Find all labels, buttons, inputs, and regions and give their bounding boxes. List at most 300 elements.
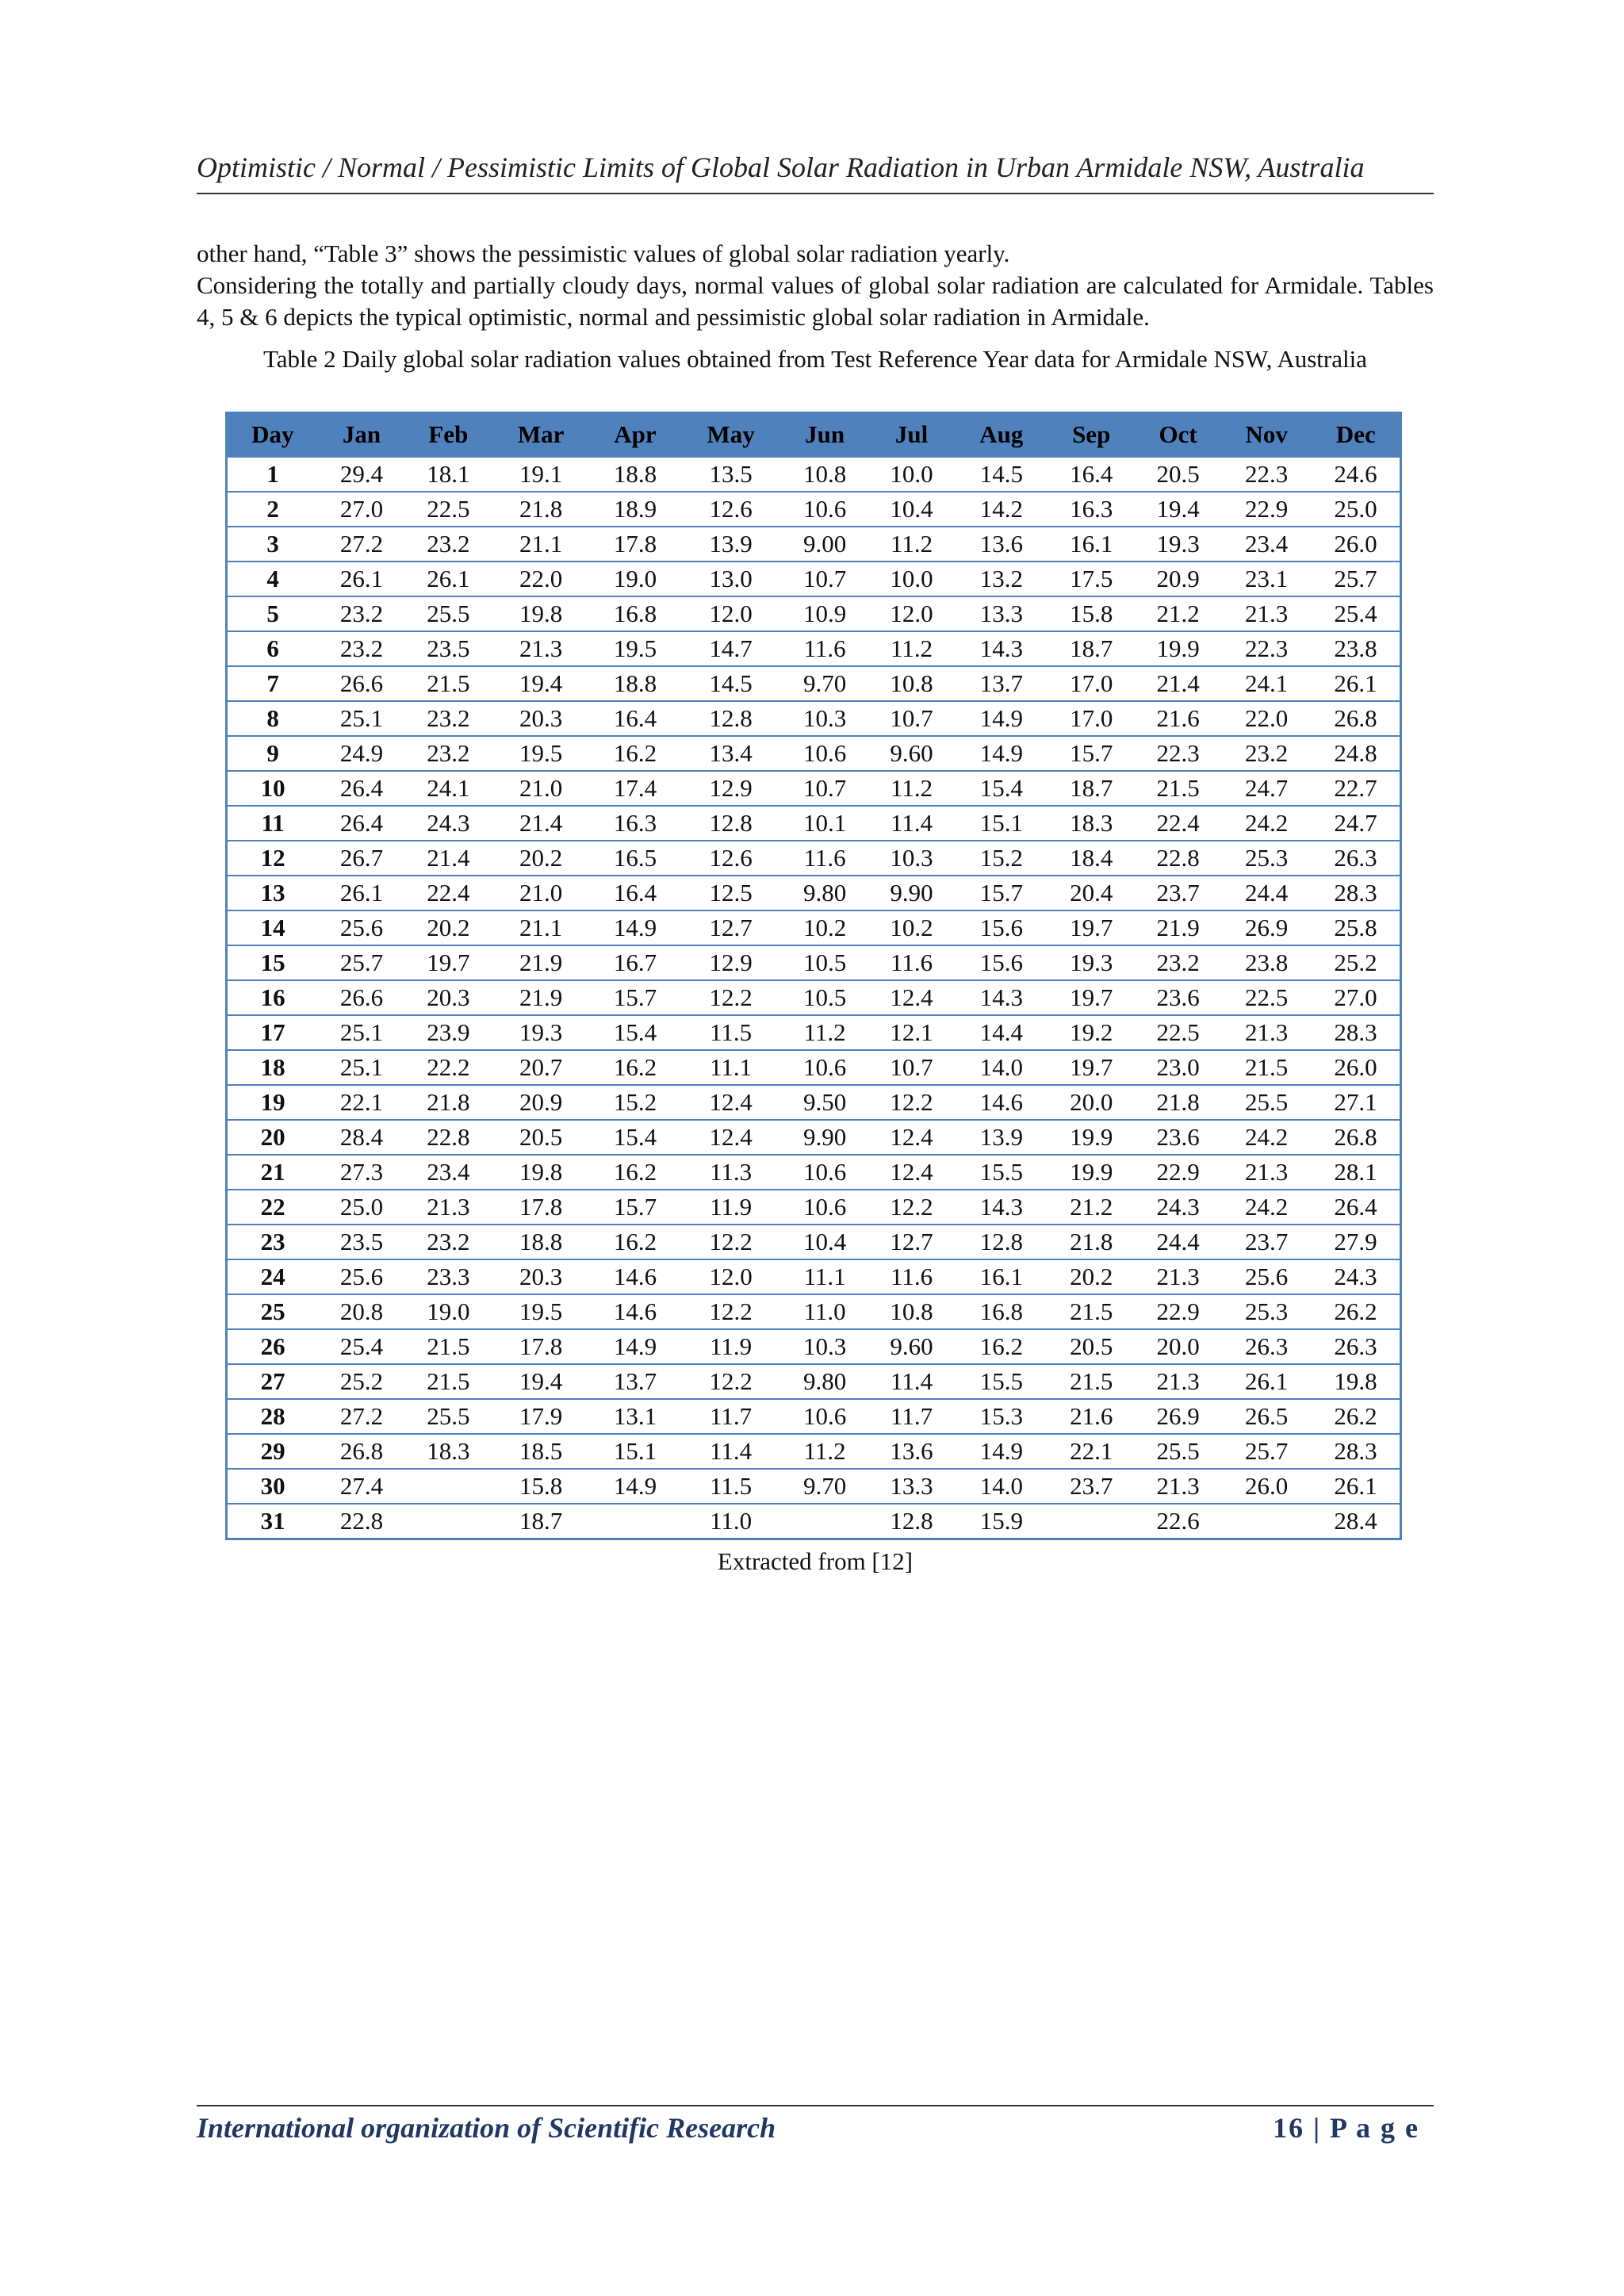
value-cell: 22.3 xyxy=(1221,631,1312,666)
value-cell: 29.4 xyxy=(318,457,404,493)
value-cell: 10.6 xyxy=(781,1155,868,1190)
value-cell: 16.2 xyxy=(590,736,680,771)
value-cell: 21.5 xyxy=(1135,771,1221,806)
value-cell: 26.6 xyxy=(318,980,404,1015)
header-nov: Nov xyxy=(1221,413,1312,457)
value-cell: 25.5 xyxy=(405,1399,492,1434)
value-cell: 12.8 xyxy=(680,806,782,841)
value-cell: 11.0 xyxy=(680,1504,782,1539)
value-cell: 28.3 xyxy=(1312,1434,1400,1469)
value-cell: 11.3 xyxy=(680,1155,782,1190)
value-cell: 26.1 xyxy=(1312,1469,1400,1504)
day-cell: 22 xyxy=(227,1190,319,1225)
value-cell: 16.4 xyxy=(590,701,680,736)
table-row xyxy=(227,666,1401,701)
value-cell: 12.4 xyxy=(868,1120,955,1155)
value-cell: 20.7 xyxy=(492,1050,590,1085)
value-cell: 21.5 xyxy=(405,1364,492,1399)
value-cell: 9.90 xyxy=(868,876,955,910)
value-cell: 22.7 xyxy=(1312,771,1400,806)
value-cell xyxy=(1221,1504,1312,1539)
value-cell: 17.8 xyxy=(590,527,680,562)
value-cell: 10.1 xyxy=(781,806,868,841)
day-cell: 2 xyxy=(227,492,319,527)
value-cell: 25.8 xyxy=(1312,910,1400,945)
value-cell: 15.7 xyxy=(590,1190,680,1225)
value-cell: 25.0 xyxy=(318,1190,404,1225)
value-cell: 23.7 xyxy=(1221,1225,1312,1259)
table-row xyxy=(227,980,1401,1015)
value-cell: 14.3 xyxy=(955,1190,1048,1225)
table-row xyxy=(227,1329,1401,1364)
value-cell: 20.2 xyxy=(1048,1259,1134,1294)
value-cell: 10.7 xyxy=(868,701,955,736)
value-cell: 23.2 xyxy=(318,596,404,631)
value-cell: 12.0 xyxy=(680,1259,782,1294)
day-cell: 17 xyxy=(227,1015,319,1050)
value-cell: 21.3 xyxy=(405,1190,492,1225)
table-row xyxy=(227,701,1401,736)
value-cell: 18.8 xyxy=(590,666,680,701)
value-cell: 21.8 xyxy=(1135,1085,1221,1120)
value-cell: 28.3 xyxy=(1312,876,1400,910)
value-cell: 12.6 xyxy=(680,492,782,527)
value-cell: 14.6 xyxy=(955,1085,1048,1120)
value-cell: 16.8 xyxy=(590,596,680,631)
value-cell: 21.3 xyxy=(1135,1364,1221,1399)
table-row xyxy=(227,1050,1401,1085)
value-cell: 12.9 xyxy=(680,771,782,806)
value-cell: 26.8 xyxy=(1312,1120,1400,1155)
value-cell: 22.5 xyxy=(1135,1015,1221,1050)
value-cell: 19.8 xyxy=(492,596,590,631)
value-cell: 13.6 xyxy=(868,1434,955,1469)
value-cell: 20.4 xyxy=(1048,876,1134,910)
value-cell: 13.9 xyxy=(955,1120,1048,1155)
table-row xyxy=(227,492,1401,527)
value-cell: 14.7 xyxy=(680,631,782,666)
value-cell: 24.4 xyxy=(1135,1225,1221,1259)
value-cell: 20.2 xyxy=(405,910,492,945)
value-cell: 16.3 xyxy=(1048,492,1134,527)
table-row xyxy=(227,631,1401,666)
value-cell: 21.0 xyxy=(492,876,590,910)
value-cell: 26.0 xyxy=(1312,1050,1400,1085)
value-cell: 9.60 xyxy=(868,736,955,771)
value-cell: 15.8 xyxy=(1048,596,1134,631)
value-cell: 11.6 xyxy=(781,631,868,666)
value-cell: 12.4 xyxy=(680,1120,782,1155)
value-cell: 16.2 xyxy=(955,1329,1048,1364)
value-cell: 21.2 xyxy=(1048,1190,1134,1225)
table-row xyxy=(227,841,1401,876)
value-cell: 25.2 xyxy=(1312,945,1400,980)
value-cell: 21.9 xyxy=(492,945,590,980)
value-cell: 28.3 xyxy=(1312,1015,1400,1050)
value-cell: 21.9 xyxy=(492,980,590,1015)
value-cell: 26.3 xyxy=(1312,841,1400,876)
table-row xyxy=(227,1190,1401,1225)
value-cell: 10.3 xyxy=(868,841,955,876)
table-row xyxy=(227,736,1401,771)
value-cell: 21.3 xyxy=(1221,1015,1312,1050)
table-row xyxy=(227,1120,1401,1155)
value-cell: 16.8 xyxy=(955,1294,1048,1329)
value-cell: 15.1 xyxy=(590,1434,680,1469)
value-cell: 16.2 xyxy=(590,1050,680,1085)
value-cell: 15.5 xyxy=(955,1155,1048,1190)
value-cell: 11.1 xyxy=(781,1259,868,1294)
value-cell: 9.80 xyxy=(781,1364,868,1399)
value-cell: 14.6 xyxy=(590,1259,680,1294)
value-cell: 12.7 xyxy=(868,1225,955,1259)
value-cell: 14.9 xyxy=(590,910,680,945)
table-row xyxy=(227,1504,1401,1539)
value-cell: 17.4 xyxy=(590,771,680,806)
value-cell: 26.1 xyxy=(1312,666,1400,701)
value-cell: 27.0 xyxy=(1312,980,1400,1015)
value-cell: 21.5 xyxy=(1048,1364,1134,1399)
value-cell: 15.2 xyxy=(955,841,1048,876)
value-cell: 10.9 xyxy=(781,596,868,631)
header-rule xyxy=(197,193,1434,194)
header-jul: Jul xyxy=(868,413,955,457)
value-cell: 20.8 xyxy=(318,1294,404,1329)
value-cell: 26.2 xyxy=(1312,1294,1400,1329)
value-cell: 22.1 xyxy=(318,1085,404,1120)
value-cell: 10.6 xyxy=(781,1190,868,1225)
value-cell: 17.9 xyxy=(492,1399,590,1434)
value-cell: 14.9 xyxy=(590,1469,680,1504)
value-cell: 19.1 xyxy=(492,457,590,493)
value-cell: 11.7 xyxy=(868,1399,955,1434)
table-row xyxy=(227,1294,1401,1329)
value-cell: 14.6 xyxy=(590,1294,680,1329)
value-cell: 9.90 xyxy=(781,1120,868,1155)
value-cell: 23.4 xyxy=(1221,527,1312,562)
value-cell: 24.6 xyxy=(1312,457,1400,493)
value-cell: 23.2 xyxy=(318,631,404,666)
value-cell: 12.0 xyxy=(868,596,955,631)
value-cell: 22.3 xyxy=(1221,457,1312,493)
value-cell: 11.4 xyxy=(868,806,955,841)
value-cell: 23.6 xyxy=(1135,980,1221,1015)
value-cell: 21.2 xyxy=(1135,596,1221,631)
value-cell: 26.9 xyxy=(1221,910,1312,945)
value-cell: 18.3 xyxy=(1048,806,1134,841)
value-cell: 21.6 xyxy=(1048,1399,1134,1434)
value-cell: 20.5 xyxy=(1135,457,1221,493)
value-cell: 15.6 xyxy=(955,945,1048,980)
value-cell: 10.4 xyxy=(868,492,955,527)
radiation-table xyxy=(225,412,1402,1540)
value-cell: 14.9 xyxy=(955,1434,1048,1469)
value-cell: 26.4 xyxy=(318,806,404,841)
value-cell: 9.80 xyxy=(781,876,868,910)
body-line: other hand, “Table 3” shows the pessimistic values of global solar radiation yearly. xyxy=(197,240,1010,267)
value-cell: 11.2 xyxy=(781,1434,868,1469)
value-cell: 27.9 xyxy=(1312,1225,1400,1259)
value-cell: 24.2 xyxy=(1221,806,1312,841)
value-cell: 14.4 xyxy=(955,1015,1048,1050)
value-cell: 22.0 xyxy=(1221,701,1312,736)
value-cell: 10.3 xyxy=(781,701,868,736)
header-oct: Oct xyxy=(1135,413,1221,457)
value-cell: 21.4 xyxy=(1135,666,1221,701)
value-cell: 9.00 xyxy=(781,527,868,562)
value-cell: 23.7 xyxy=(1048,1469,1134,1504)
value-cell: 25.7 xyxy=(1221,1434,1312,1469)
value-cell: 17.0 xyxy=(1048,666,1134,701)
header-dec: Dec xyxy=(1312,413,1400,457)
value-cell: 19.2 xyxy=(1048,1015,1134,1050)
value-cell: 19.3 xyxy=(492,1015,590,1050)
value-cell: 25.1 xyxy=(318,1050,404,1085)
table-row xyxy=(227,457,1401,493)
value-cell: 22.2 xyxy=(405,1050,492,1085)
value-cell: 19.9 xyxy=(1048,1120,1134,1155)
value-cell: 24.2 xyxy=(1221,1120,1312,1155)
value-cell: 13.3 xyxy=(868,1469,955,1504)
value-cell: 10.8 xyxy=(868,1294,955,1329)
value-cell: 11.1 xyxy=(680,1050,782,1085)
value-cell: 10.0 xyxy=(868,562,955,596)
value-cell: 26.1 xyxy=(405,562,492,596)
value-cell: 24.7 xyxy=(1221,771,1312,806)
value-cell xyxy=(405,1469,492,1504)
value-cell: 21.1 xyxy=(492,527,590,562)
value-cell: 27.1 xyxy=(1312,1085,1400,1120)
value-cell: 17.8 xyxy=(492,1329,590,1364)
value-cell: 9.70 xyxy=(781,1469,868,1504)
value-cell: 24.3 xyxy=(1312,1259,1400,1294)
value-cell: 19.9 xyxy=(1048,1155,1134,1190)
value-cell: 17.0 xyxy=(1048,701,1134,736)
value-cell: 28.1 xyxy=(1312,1155,1400,1190)
table-body xyxy=(227,457,1401,1539)
value-cell: 26.0 xyxy=(1312,527,1400,562)
page-number: 16 | P a g e xyxy=(1273,2112,1419,2144)
day-cell: 15 xyxy=(227,945,319,980)
value-cell: 15.1 xyxy=(955,806,1048,841)
value-cell: 22.9 xyxy=(1135,1294,1221,1329)
value-cell: 21.3 xyxy=(1221,596,1312,631)
value-cell: 16.1 xyxy=(1048,527,1134,562)
value-cell: 26.3 xyxy=(1312,1329,1400,1364)
value-cell: 23.1 xyxy=(1221,562,1312,596)
value-cell: 11.2 xyxy=(868,527,955,562)
value-cell: 21.4 xyxy=(492,806,590,841)
value-cell: 13.3 xyxy=(955,596,1048,631)
value-cell: 22.8 xyxy=(1135,841,1221,876)
table-row xyxy=(227,876,1401,910)
value-cell: 19.8 xyxy=(492,1155,590,1190)
value-cell: 15.4 xyxy=(955,771,1048,806)
value-cell: 23.4 xyxy=(405,1155,492,1190)
value-cell: 25.6 xyxy=(318,910,404,945)
day-cell: 27 xyxy=(227,1364,319,1399)
value-cell: 12.9 xyxy=(680,945,782,980)
value-cell: 23.0 xyxy=(1135,1050,1221,1085)
value-cell: 21.5 xyxy=(1048,1294,1134,1329)
day-cell: 29 xyxy=(227,1434,319,1469)
value-cell: 26.4 xyxy=(1312,1190,1400,1225)
table-row xyxy=(227,1364,1401,1399)
value-cell: 10.8 xyxy=(868,666,955,701)
value-cell: 19.4 xyxy=(492,666,590,701)
value-cell: 27.2 xyxy=(318,1399,404,1434)
value-cell: 21.8 xyxy=(492,492,590,527)
day-cell: 16 xyxy=(227,980,319,1015)
value-cell: 19.3 xyxy=(1048,945,1134,980)
value-cell: 12.1 xyxy=(868,1015,955,1050)
value-cell: 25.4 xyxy=(1312,596,1400,631)
value-cell: 19.5 xyxy=(590,631,680,666)
value-cell: 20.5 xyxy=(492,1120,590,1155)
footer-organization: International organization of Scientific Research xyxy=(197,2112,776,2144)
value-cell: 10.7 xyxy=(868,1050,955,1085)
day-cell: 13 xyxy=(227,876,319,910)
value-cell: 15.4 xyxy=(590,1120,680,1155)
value-cell: 25.6 xyxy=(318,1259,404,1294)
value-cell: 13.1 xyxy=(590,1399,680,1434)
value-cell: 12.8 xyxy=(680,701,782,736)
table-row xyxy=(227,1155,1401,1190)
value-cell: 22.0 xyxy=(492,562,590,596)
value-cell: 26.0 xyxy=(1221,1469,1312,1504)
value-cell: 13.2 xyxy=(955,562,1048,596)
value-cell: 21.1 xyxy=(492,910,590,945)
value-cell: 20.3 xyxy=(492,1259,590,1294)
day-cell: 30 xyxy=(227,1469,319,1504)
value-cell: 26.4 xyxy=(318,771,404,806)
value-cell: 12.5 xyxy=(680,876,782,910)
value-cell: 10.8 xyxy=(781,457,868,493)
value-cell: 16.1 xyxy=(955,1259,1048,1294)
day-cell: 28 xyxy=(227,1399,319,1434)
value-cell: 23.7 xyxy=(1135,876,1221,910)
value-cell: 11.2 xyxy=(868,631,955,666)
value-cell: 23.5 xyxy=(405,631,492,666)
value-cell: 26.2 xyxy=(1312,1399,1400,1434)
value-cell: 15.2 xyxy=(590,1085,680,1120)
value-cell: 15.9 xyxy=(955,1504,1048,1539)
value-cell: 11.0 xyxy=(781,1294,868,1329)
value-cell: 21.4 xyxy=(405,841,492,876)
header-jun: Jun xyxy=(781,413,868,457)
value-cell: 19.8 xyxy=(1312,1364,1400,1399)
value-cell: 20.3 xyxy=(405,980,492,1015)
value-cell: 11.4 xyxy=(680,1434,782,1469)
value-cell: 26.6 xyxy=(318,666,404,701)
value-cell: 25.5 xyxy=(1135,1434,1221,1469)
value-cell: 20.0 xyxy=(1048,1085,1134,1120)
value-cell: 20.5 xyxy=(1048,1329,1134,1364)
value-cell: 9.70 xyxy=(781,666,868,701)
value-cell: 24.1 xyxy=(1221,666,1312,701)
value-cell: 22.3 xyxy=(1135,736,1221,771)
value-cell: 16.2 xyxy=(590,1155,680,1190)
table-row xyxy=(227,1259,1401,1294)
value-cell: 19.7 xyxy=(405,945,492,980)
value-cell: 15.5 xyxy=(955,1364,1048,1399)
value-cell: 13.6 xyxy=(955,527,1048,562)
day-cell: 20 xyxy=(227,1120,319,1155)
value-cell xyxy=(590,1504,680,1539)
value-cell: 13.0 xyxy=(680,562,782,596)
value-cell: 26.9 xyxy=(1135,1399,1221,1434)
body-paragraph: Considering the totally and partially cloudy days, normal values of global solar radiation are calculated for Armidale. Tables 4, 5 & 6 depicts the typical optimistic, normal and pessimistic global solar radiation in Armidale. xyxy=(197,271,1434,331)
value-cell: 12.2 xyxy=(680,1364,782,1399)
value-cell: 26.1 xyxy=(1221,1364,1312,1399)
value-cell: 12.7 xyxy=(680,910,782,945)
header-mar: Mar xyxy=(492,413,590,457)
table-row xyxy=(227,1399,1401,1434)
value-cell: 10.5 xyxy=(781,980,868,1015)
value-cell: 21.9 xyxy=(1135,910,1221,945)
value-cell: 9.50 xyxy=(781,1085,868,1120)
value-cell: 24.3 xyxy=(405,806,492,841)
value-cell: 25.3 xyxy=(1221,1294,1312,1329)
header-aug: Aug xyxy=(955,413,1048,457)
value-cell: 11.4 xyxy=(868,1364,955,1399)
value-cell xyxy=(1048,1504,1134,1539)
value-cell: 15.8 xyxy=(492,1469,590,1504)
value-cell: 10.5 xyxy=(781,945,868,980)
value-cell: 18.8 xyxy=(590,457,680,493)
header-sep: Sep xyxy=(1048,413,1134,457)
value-cell: 19.7 xyxy=(1048,1050,1134,1085)
day-cell: 12 xyxy=(227,841,319,876)
day-cell: 3 xyxy=(227,527,319,562)
value-cell: 19.7 xyxy=(1048,980,1134,1015)
header-day: Day xyxy=(227,413,319,457)
day-cell: 26 xyxy=(227,1329,319,1364)
value-cell: 10.7 xyxy=(781,771,868,806)
value-cell: 12.4 xyxy=(868,980,955,1015)
value-cell: 25.1 xyxy=(318,1015,404,1050)
value-cell: 18.7 xyxy=(492,1504,590,1539)
value-cell: 25.4 xyxy=(318,1329,404,1364)
value-cell: 14.5 xyxy=(680,666,782,701)
value-cell: 27.0 xyxy=(318,492,404,527)
value-cell: 19.0 xyxy=(590,562,680,596)
value-cell: 15.4 xyxy=(590,1015,680,1050)
table-row xyxy=(227,806,1401,841)
value-cell: 22.4 xyxy=(1135,806,1221,841)
value-cell: 28.4 xyxy=(1312,1504,1400,1539)
value-cell xyxy=(405,1504,492,1539)
value-cell: 15.3 xyxy=(955,1399,1048,1434)
day-cell: 25 xyxy=(227,1294,319,1329)
value-cell: 25.2 xyxy=(318,1364,404,1399)
value-cell: 20.2 xyxy=(492,841,590,876)
value-cell: 14.9 xyxy=(590,1329,680,1364)
value-cell: 24.3 xyxy=(1135,1190,1221,1225)
table-row xyxy=(227,1085,1401,1120)
table-header-row xyxy=(227,413,1401,457)
value-cell: 26.7 xyxy=(318,841,404,876)
value-cell: 10.4 xyxy=(781,1225,868,1259)
value-cell: 11.6 xyxy=(868,1259,955,1294)
value-cell: 19.0 xyxy=(405,1294,492,1329)
value-cell: 22.9 xyxy=(1221,492,1312,527)
value-cell: 12.2 xyxy=(680,1225,782,1259)
value-cell: 12.2 xyxy=(680,980,782,1015)
value-cell: 16.7 xyxy=(590,945,680,980)
value-cell: 19.7 xyxy=(1048,910,1134,945)
value-cell: 24.4 xyxy=(1221,876,1312,910)
